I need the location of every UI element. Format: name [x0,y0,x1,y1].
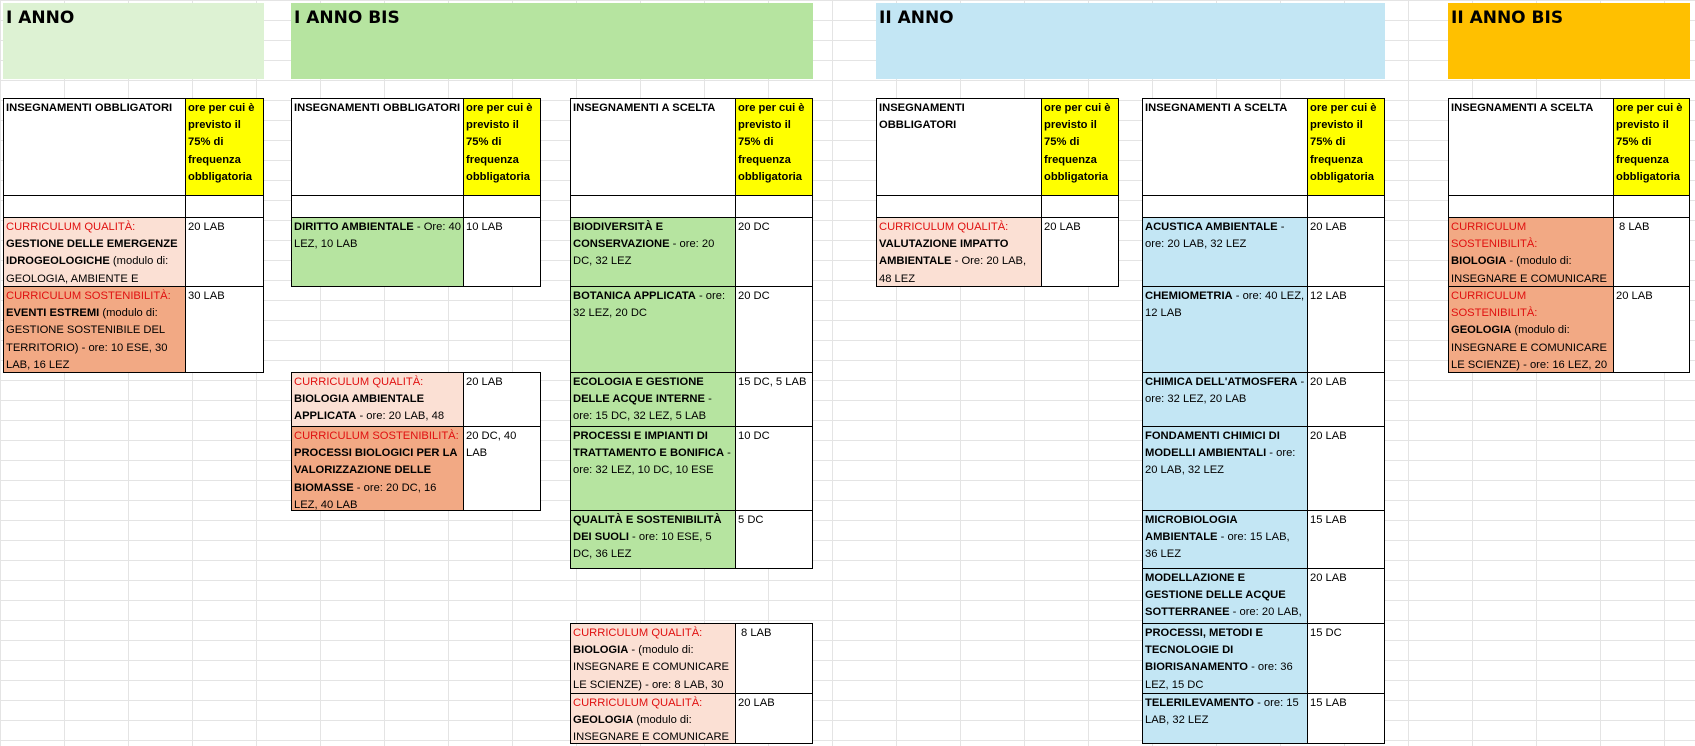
course-cell-geologia-1bis[interactable] [570,693,736,744]
section-header-anno2bis [1448,3,1690,79]
course-title: CHIMICA DELL'ATMOSFERA [1145,376,1298,388]
ore-cell: 12 LAB [1307,286,1385,373]
course-cell-geologia-2bis[interactable] [1448,286,1614,373]
course-cell-modellazione[interactable] [1142,568,1308,624]
course-cell-fondamenti-chimici[interactable] [1142,426,1308,511]
course-title: ECOLOGIA E GESTIONE DELLE ACQUE INTERNE [573,376,705,406]
section-title-anno1bis: I ANNO BIS [294,8,400,28]
course-detail: - ore: 15 LAB, 36 LEZ [1145,531,1290,561]
course-title: PROCESSI, METODI E TECNOLOGIE DI BIORISANAMENTO [1145,627,1263,674]
curriculum-label: CURRICULUM QUALITÀ: [294,376,424,388]
course-title: FONDAMENTI CHIMICI DI MODELLI AMBIENTALI [1145,430,1280,460]
course-cell-biologia-1bis[interactable] [570,623,736,694]
ore-cell: 20 LAB [1041,217,1119,287]
course-title: ACUSTICA AMBIENTALE [1145,221,1278,233]
course-cell-eventi-estremi[interactable] [3,286,186,373]
course-title: VALUTAZIONE IMPATTO AMBIENTALE [879,238,1009,268]
course-cell-valutazione-impatto[interactable] [876,217,1042,287]
ore-cell [1613,217,1690,287]
header-ore-anno1bis-scelta: ore per cui è previsto il 75% di frequenza obbligatoria [735,98,813,196]
ore-cell: 20 LAB [1307,217,1385,287]
course-title: PROCESSI BIOLOGICI PER LA VALORIZZAZIONE DELLE BIOMASSE [294,447,458,494]
course-detail: (modulo di: INSEGNARE E COMUNICARE [573,714,730,744]
section-header-anno1 [3,3,264,79]
curriculum-label: CURRICULUM QUALITÀ: [573,697,703,709]
curriculum-label: CURRICULUM SOSTENIBILITÀ: [1451,290,1538,320]
section-title-anno2: II ANNO [879,8,954,28]
ore-cell: 30 LAB [185,286,264,373]
ore-cell: 20 DC [735,286,813,373]
spacer-cell [1041,195,1119,218]
ore-cell: 10 DC [735,426,813,511]
course-detail: - ore: 20 LAB, [1232,606,1302,619]
course-title: BIOLOGIA [1451,255,1507,268]
course-cell-chimica-atmosfera[interactable] [1142,372,1308,427]
course-cell-processi-impianti[interactable] [570,426,736,511]
spacer-cell [570,195,736,218]
course-title: GESTIONE DELLE EMERGENZE IDROGEOLOGICHE [6,238,178,268]
course-cell-diritto-ambientale[interactable] [291,217,464,287]
course-title: TELERILEVAMENTO [1145,697,1254,709]
spacer-cell [463,195,541,218]
ore-cell: 20 LAB [1307,372,1385,427]
ore-value: 8 LAB [1619,221,1650,233]
course-detail: - ore: 20 LAB, 48 [359,410,445,423]
section-header-anno2 [876,3,1385,79]
course-cell-biologia-ambientale[interactable] [291,372,464,427]
ore-cell: 15 LAB [1307,510,1385,569]
spacer-cell [1307,195,1385,218]
ore-cell: 15 DC [1307,623,1385,694]
course-detail: - ore: 20 LAB, 32 LEZ [1145,447,1296,477]
course-cell-microbiologia[interactable] [1142,510,1308,569]
header-ore-anno1bis: ore per cui è previsto il 75% di frequenza obbligatoria [463,98,541,196]
spacer-cell [291,195,464,218]
section-header-anno1bis [291,3,813,79]
header-obbligatori-anno1bis: INSEGNAMENTI OBBLIGATORI [291,98,464,196]
section-title-anno1: I ANNO [6,8,75,28]
course-title: PROCESSI E IMPIANTI DI TRATTAMENTO E BONIFICA [573,430,725,460]
course-detail: - ore: 40 LEZ, 12 LAB [1145,290,1305,320]
course-title: MODELLAZIONE E GESTIONE DELLE ACQUE SOTTERRANEE [1145,572,1286,619]
course-title: EVENTI ESTREMI [6,307,100,320]
curriculum-label: CURRICULUM QUALITÀ: [573,627,703,639]
header-ore-anno2-scelta: ore per cui è previsto il 75% di frequenza obbligatoria [1307,98,1385,196]
course-detail: - (modulo di: INSEGNARE E COMUNICARE [1451,255,1608,285]
course-detail: - ore: 32 LEZ, 20 LAB [1145,376,1305,406]
spacer-cell [1142,195,1308,218]
ore-cell [735,623,813,694]
ore-cell: 20 LAB [185,217,264,287]
curriculum-label: CURRICULUM SOSTENIBILITÀ: [1451,221,1538,251]
header-obbligatori-anno2: INSEGNAMENTI OBBLIGATORI [876,98,1042,196]
curriculum-label: CURRICULUM SOSTENIBILITÀ: [294,430,459,442]
course-cell-processi-biologici[interactable] [291,426,464,511]
section-title-anno2bis: II ANNO BIS [1451,8,1564,28]
header-ore-anno1: ore per cui è previsto il 75% di frequenza obbligatoria [185,98,264,196]
course-cell-gestione-emergenze[interactable] [3,217,186,287]
header-scelta-anno2: INSEGNAMENTI A SCELTA [1142,98,1308,196]
course-cell-ecologia[interactable] [570,372,736,427]
ore-cell: 20 DC, 40 LAB [463,426,541,511]
course-title: GEOLOGIA [1451,324,1512,337]
course-cell-biologia-2bis[interactable] [1448,217,1614,287]
course-cell-telerilevamento[interactable] [1142,693,1308,744]
course-cell-qualita-suoli[interactable] [570,510,736,569]
course-title: QUALITÀ E SOSTENIBILITÀ DEI SUOLI [573,514,722,544]
course-cell-acustica[interactable] [1142,217,1308,287]
spacer-cell [735,195,813,218]
course-detail: - ore: 20 LAB, 32 LEZ [1145,221,1285,251]
curriculum-label: CURRICULUM QUALITÀ: [879,221,1009,233]
course-detail: - ore: 32 LEZ, 20 DC [573,290,726,320]
course-cell-biorisanamento[interactable] [1142,623,1308,694]
course-detail: - (modulo di: INSEGNARE E COMUNICARE LE SCIENZE) - ore: 8 LAB, 30 [573,644,730,691]
course-title: DIRITTO AMBIENTALE [294,221,414,233]
header-scelta-anno1bis: INSEGNAMENTI A SCELTA [570,98,736,196]
course-title: BIODIVERSITÀ E CONSERVAZIONE [573,221,670,251]
curriculum-label: CURRICULUM SOSTENIBILITÀ: [6,290,171,302]
course-title: CHEMIOMETRIA [1145,290,1233,302]
course-detail: (modulo di: INSEGNARE E COMUNICARE LE SCIENZE) - ore: 16 LEZ, 20 [1451,324,1608,371]
ore-cell: 15 LAB [1307,693,1385,744]
course-title: BIOLOGIA AMBIENTALE APPLICATA [294,393,425,423]
course-detail: - ore: 32 LEZ, 10 DC, 10 ESE [573,447,731,477]
ore-cell: 20 LAB [735,693,813,744]
ore-cell: 20 LAB [463,372,541,427]
course-detail: - ore: 15 LAB, 32 LEZ [1145,697,1299,727]
ore-cell: 5 DC [735,510,813,569]
course-title: MICROBIOLOGIA AMBIENTALE [1145,514,1238,544]
ore-value: 8 LAB [741,627,772,639]
ore-cell: 10 LAB [463,217,541,287]
header-obbligatori-anno1: INSEGNAMENTI OBBLIGATORI [3,98,186,196]
spacer-cell [3,195,186,218]
course-detail: (modulo di: GESTIONE SOSTENIBILE DEL TERRITORIO) - ore: 10 ESE, 30 LAB, 16 LEZ [6,307,168,371]
course-detail: - Ore: 40 LEZ, 10 LAB [294,221,462,251]
course-detail: - ore: 20 DC, 32 LEZ [573,238,715,268]
ore-cell: 20 LAB [1613,286,1690,373]
course-detail: - ore: 36 LEZ, 15 DC [1145,661,1293,691]
spacer-cell [1448,195,1614,218]
course-detail: - Ore: 20 LAB, 48 LEZ [879,255,1027,285]
course-cell-botanica[interactable] [570,286,736,373]
header-ore-anno2: ore per cui è previsto il 75% di frequenza obbligatoria [1041,98,1119,196]
curriculum-label: CURRICULUM QUALITÀ: [6,221,136,233]
ore-cell: 20 LAB [1307,426,1385,511]
course-detail: - ore: 10 ESE, 5 DC, 36 LEZ [573,531,712,561]
ore-cell: 20 DC [735,217,813,287]
course-cell-biodiversita[interactable] [570,217,736,287]
ore-cell: 15 DC, 5 LAB [735,372,813,427]
course-cell-chemiometria[interactable] [1142,286,1308,373]
header-ore-anno2bis: ore per cui è previsto il 75% di frequenza obbligatoria [1613,98,1690,196]
course-detail: - ore: 15 DC, 32 LEZ, 5 LAB [573,393,712,423]
spacer-cell [185,195,264,218]
spacer-cell [1613,195,1690,218]
course-title: BIOLOGIA [573,644,629,657]
course-detail: (modulo di: GEOLOGIA, AMBIENTE E [6,255,169,285]
course-title: BOTANICA APPLICATA [573,290,696,302]
ore-cell: 20 LAB [1307,568,1385,624]
header-scelta-anno2bis: INSEGNAMENTI A SCELTA [1448,98,1614,196]
course-detail: - ore: 20 DC, 16 LEZ, 40 LAB [294,481,437,511]
spacer-cell [876,195,1042,218]
course-title: GEOLOGIA [573,714,634,727]
